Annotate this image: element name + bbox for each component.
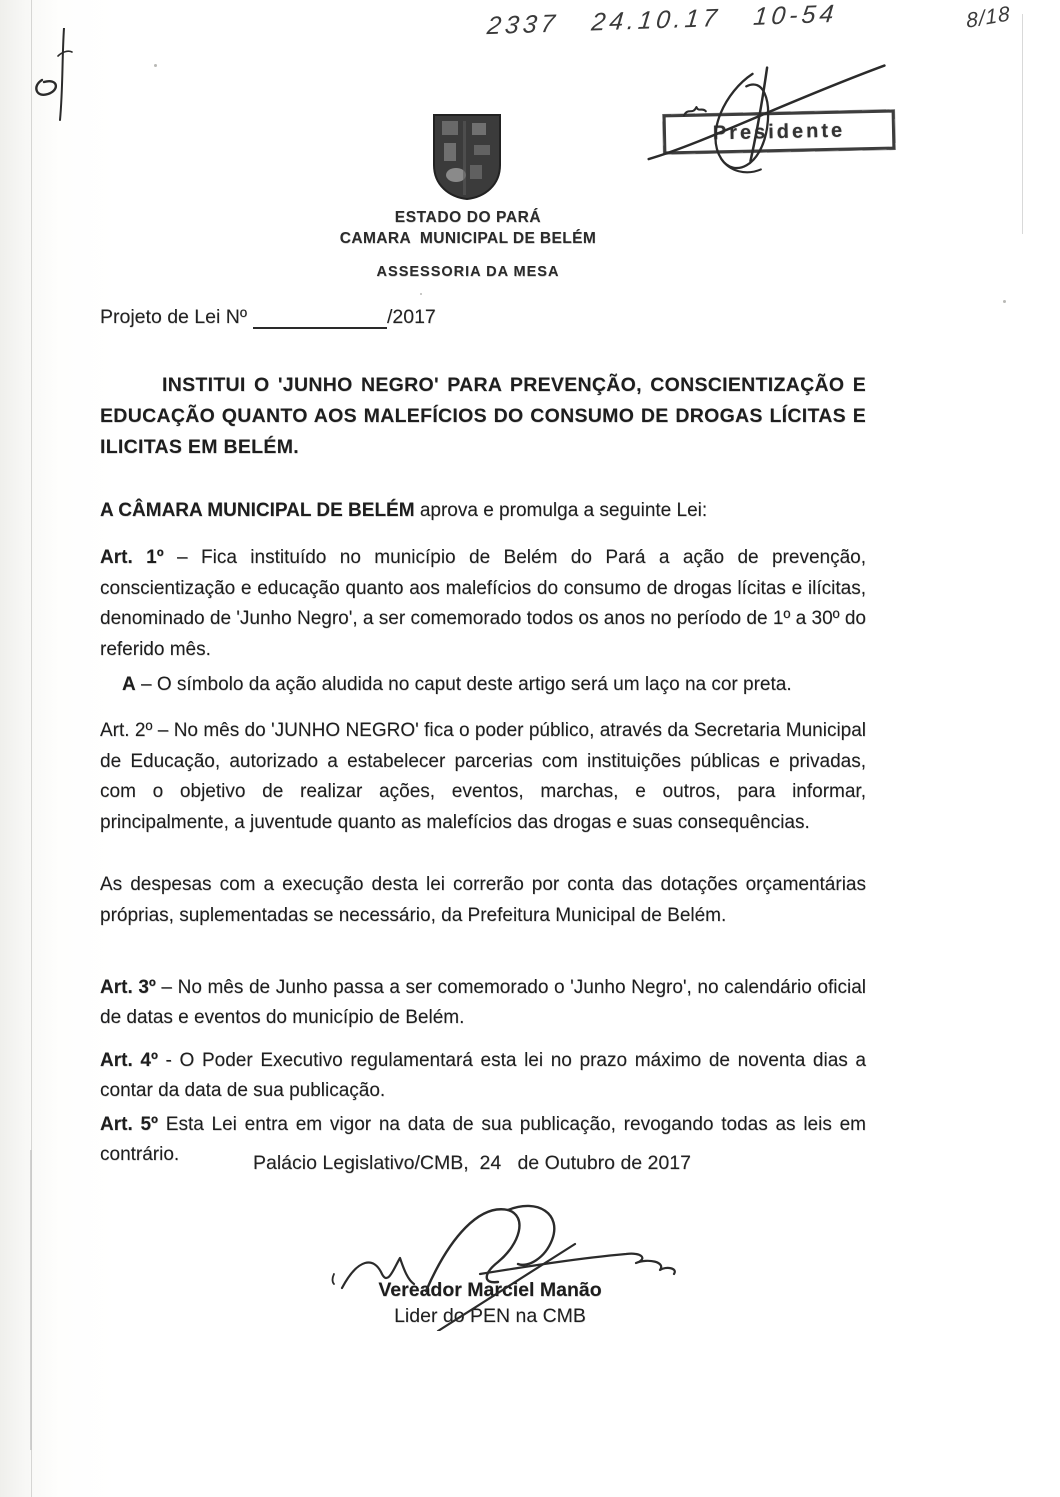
letterhead-chamber: CAMARA MUNICIPAL DE BELÉM <box>339 230 597 247</box>
article-5-sep <box>158 1114 166 1135</box>
article-1-label: Art. 1º <box>100 547 164 568</box>
expenses-text: As despesas com a execução desta lei correrão por conta das dotações orçamentárias próprias, suplementadas se necessário, da Prefeitura Municipal de Belém. <box>100 874 866 926</box>
staple-mark-squiggle <box>30 28 80 123</box>
bill-number-prefix: Projeto de Lei Nº <box>100 306 247 328</box>
article-2-sep: – <box>152 720 174 741</box>
article-3-label: Art. 3º <box>100 977 156 998</box>
scan-speck <box>420 293 422 295</box>
article-4-label: Art. 4º <box>100 1050 158 1071</box>
article-2 <box>100 716 866 838</box>
preamble-chamber: A CÂMARA MUNICIPAL DE BELÉM <box>100 500 415 521</box>
bill-number-year: /2017 <box>386 306 436 328</box>
article-5-text: Esta Lei entra em vigor na data de sua publicação, revogando todas as leis em contrário. <box>100 1114 866 1165</box>
article-3-text: No mês de Junho passa a ser comemorado o 'Junho Negro', no calendário oficial de datas e eventos do município de Belém. <box>100 977 866 1028</box>
article-4-text: O Poder Executivo regulamentará esta lei no prazo máximo de noventa dias a contar da data de sua publicação. <box>100 1050 866 1101</box>
handwritten-corner-note: 8/18 <box>965 2 1012 33</box>
letterhead-office: ASSESSORIA DA MESA <box>376 264 560 280</box>
bill-title: INSTITUI O 'JUNHO NEGRO' PARA PREVENÇÃO, CONSCIENTIZAÇÃO E EDUCAÇÃO QUANTO AOS MALEFÍCIOS DO CONSUMO DE DROGAS LÍCITAS E ILICITAS EM BELÉM. <box>100 373 866 458</box>
expenses-paragraph <box>100 870 866 931</box>
signatory-role: Lider do PEN na CMB <box>394 1305 586 1327</box>
item-a <box>100 670 866 700</box>
article-4 <box>100 1046 866 1106</box>
item-a-label: A <box>122 674 136 695</box>
article-5-label: Art. 5º <box>100 1114 158 1135</box>
scan-speck <box>154 64 157 67</box>
letterhead-state: ESTADO DO PARÁ <box>394 209 542 226</box>
bill-number-blank <box>253 309 387 329</box>
article-2-label: Art. 2º <box>100 720 153 741</box>
dateline: Palácio Legislativo/CMB, 24 de Outubro de 2017 <box>253 1152 691 1174</box>
article-1-text: Fica instituído no município de Belém do Pará a ação de prevenção, conscientização e educação quanto aos malefícios do consumo de drogas lícitas e ilícitas, denominado de 'Junho Negro', a ser comemorado todos os anos no período de 1º a 30º do referido mês. <box>100 547 867 660</box>
article-1-sep: – <box>163 547 202 568</box>
presidente-stamp-label: Presidente <box>712 119 846 144</box>
article-4-sep: - <box>157 1050 180 1071</box>
scan-fold-line-segment <box>30 1150 32 1450</box>
item-a-text: O símbolo da ação aludida no caput deste artigo será um laço na cor preta. <box>156 674 792 695</box>
bill-number-line <box>100 306 436 329</box>
article-3 <box>100 973 866 1033</box>
coat-of-arms-icon <box>430 113 504 201</box>
scan-speck <box>1003 300 1006 303</box>
article-3-sep: – <box>155 977 178 998</box>
preamble <box>100 496 866 526</box>
article-2-text: No mês do 'JUNHO NEGRO' fica o poder público, através da Secretaria Municipal de Educação, autorizado a estabelecer parcerias com instituições públicas e privadas, com o objetivo de realizar ações, eventos, marchas, e outros, para informar, principalmente, a juventude quanto as malefícios das drogas e suas consequências. <box>100 720 867 833</box>
signatory-name: Vereador Marciel Manão <box>378 1279 602 1301</box>
handwritten-protocol-note: 2337 24.10.17 10-54 <box>485 0 839 41</box>
preamble-rest: aprova e promulga a seguinte Lei: <box>414 500 708 521</box>
item-a-sep: – <box>135 674 157 695</box>
presidente-stamp <box>663 110 896 155</box>
article-1 <box>100 543 866 665</box>
letterhead <box>258 209 678 280</box>
scan-edge-line <box>1022 14 1023 234</box>
